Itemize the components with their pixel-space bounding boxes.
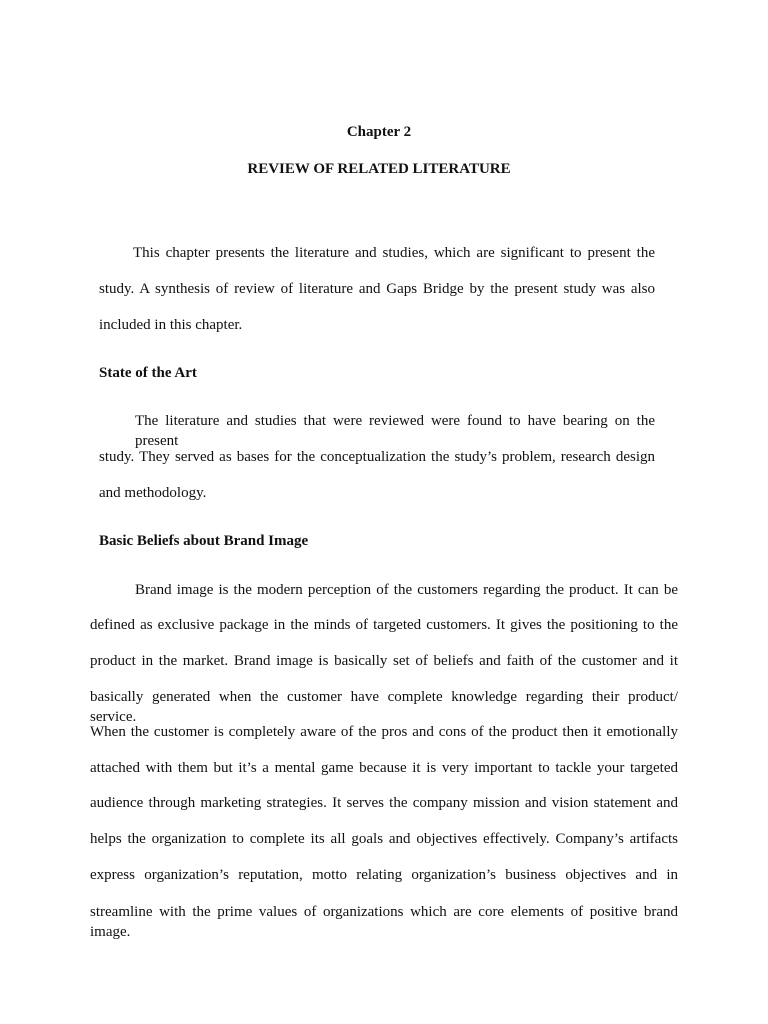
brand-image-line-4: basically generated when the customer have complete knowledge regarding their product/ service. (90, 689, 678, 725)
state-of-art-line-2: study. They served as bases for the conceptualization the study’s problem, research design (99, 449, 655, 465)
section-heading-brand-image: Basic Beliefs about Brand Image (99, 533, 309, 549)
state-of-art-line-1: The literature and studies that were reviewed were found to have bearing on the present (135, 413, 655, 449)
brand-image-line-2: defined as exclusive package in the minds of targeted customers. It gives the positioning to the (90, 617, 678, 633)
brand-image-line-1: Brand image is the modern perception of the customers regarding the product. It can be (135, 582, 678, 598)
chapter-title: REVIEW OF RELATED LITERATURE (247, 161, 511, 177)
intro-line-3: included in this chapter. (99, 317, 243, 333)
brand-image-line-7: audience through marketing strategies. It serves the company mission and vision statement and (90, 795, 678, 811)
chapter-label: Chapter 2 (346, 124, 412, 140)
brand-image-line-10: streamline with the prime values of organizations which are core elements of positive brand image. (90, 904, 678, 940)
state-of-art-line-3: and methodology. (99, 485, 207, 501)
brand-image-line-9: express organization’s reputation, motto relating organization’s business objectives and in (90, 867, 678, 883)
brand-image-line-5: When the customer is completely aware of the pros and cons of the product then it emotionally (90, 724, 678, 740)
brand-image-line-3: product in the market. Brand image is basically set of beliefs and faith of the customer and it (90, 653, 678, 669)
brand-image-line-6: attached with them but it’s a mental game because it is very important to tackle your targeted (90, 760, 678, 776)
section-heading-state-of-the-art: State of the Art (99, 365, 197, 381)
intro-line-2: study. A synthesis of review of literature and Gaps Bridge by the present study was also (99, 281, 655, 297)
brand-image-line-8: helps the organization to complete its all goals and objectives effectively. Company’s artifacts (90, 831, 678, 847)
intro-line-1: This chapter presents the literature and studies, which are significant to present the (133, 245, 655, 261)
